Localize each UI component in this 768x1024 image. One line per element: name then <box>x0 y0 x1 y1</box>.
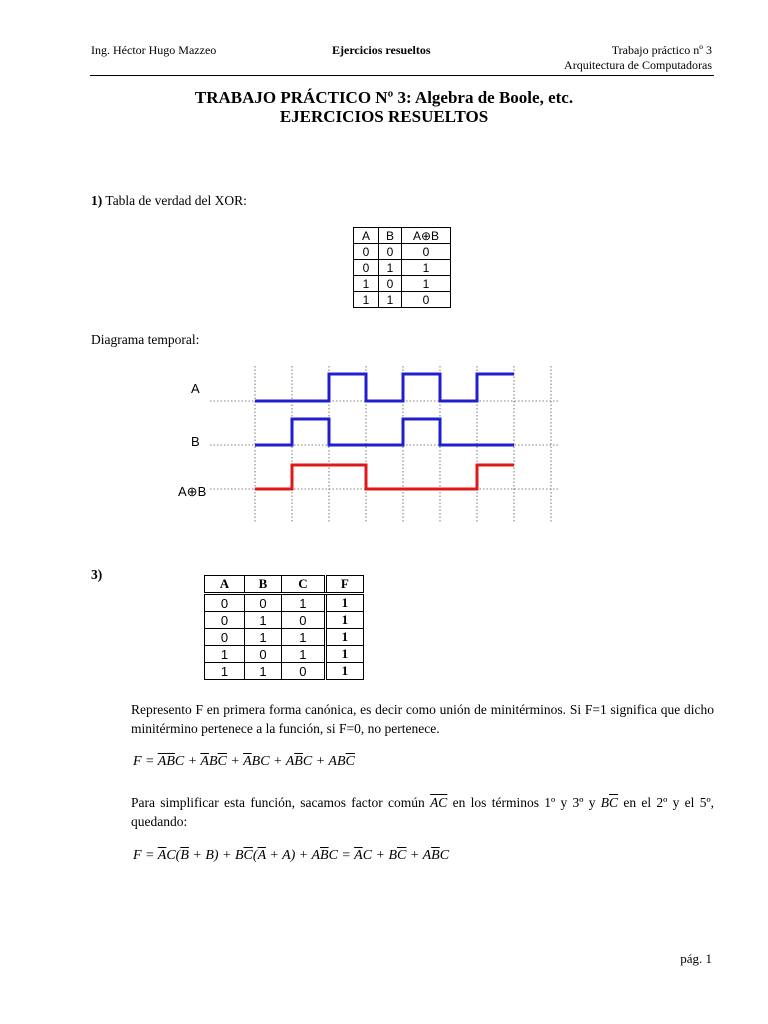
page-number: pág. 1 <box>680 951 712 966</box>
equation-canonical: $F = \overline{A}\overline{B}C + \overline{A}B\overline{C} + \overline{A}BC + A\overline{B}C + AB\overline{C}$ <box>133 754 355 769</box>
ex3-header-a: A <box>205 576 245 594</box>
table-row: 0 1 0 1 <box>205 612 364 629</box>
ex3-header-b: B <box>244 576 281 594</box>
term-not-a-c: $\overline{AC}$ <box>430 795 448 810</box>
equation-simplified: $F = \overline{A}C(\overline{B} + B) + B\overline{C}(\overline{A} + A) + A\overline{B}C = \overline{A}C + B\overline{C} + A\overline{B}C$ <box>133 848 450 863</box>
ex3-paragraph-2: Para simplificar esta función, sacamos factor común $\overline{AC}$ en los términos 1º y 3º y $B\overline{C}$ en el 2º y el 5º, quedando: <box>131 795 715 829</box>
ex1-number: 1) <box>91 193 103 208</box>
waveform-a <box>255 374 514 401</box>
ex3-number: 3) <box>91 567 103 582</box>
table-row: 0 1 1 1 <box>205 629 364 646</box>
header-right-1: Trabajo práctico nº 3 <box>611 43 712 57</box>
table-row: 1 1 0 1 <box>205 663 364 680</box>
xor-truth-table <box>353 227 451 308</box>
header-author: Ing. Héctor Hugo Mazzeo <box>91 43 217 57</box>
xor-header-out: A⊕B <box>402 228 451 244</box>
xor-header-b: B <box>379 228 402 244</box>
timing-diagram <box>160 360 580 530</box>
ex3-header-f: F <box>325 576 363 594</box>
page-subtitle: EJERCICIOS RESUELTOS <box>279 107 489 126</box>
ex3-paragraph-1: Represento F en primera forma canónica, es decir como unión de minitérminos. Si F=1 significa que dicho minitérmino pertenece a la función, si F=0, no pertenece. <box>131 702 714 736</box>
signal-label-a: A <box>191 381 200 396</box>
ex3-header-c: C <box>282 576 326 594</box>
header-right-2: Arquitectura de Computadoras <box>564 58 712 72</box>
page-title: TRABAJO PRÁCTICO Nº 3: Algebra de Boole, etc. <box>194 88 574 107</box>
waveform-xor <box>255 465 514 489</box>
waveform-b <box>255 419 514 445</box>
signal-label-b: B <box>191 434 200 449</box>
table-row: 1 0 1 1 <box>205 646 364 663</box>
xor-header-a: A <box>354 228 379 244</box>
table-row: 0 0 0 <box>354 244 451 260</box>
ex1-text: Tabla de verdad del XOR: <box>105 193 247 208</box>
header-rule <box>90 75 714 76</box>
table-row: 0 0 1 1 <box>205 594 364 612</box>
table-row: 0 1 1 <box>354 260 451 276</box>
table-row: 1 1 0 <box>354 292 451 308</box>
ex3-truth-table <box>204 575 364 680</box>
table-row: 1 0 1 <box>354 276 451 292</box>
term-b-not-c: $B\overline{C}$ <box>600 795 619 810</box>
header-center: Ejercicios resueltos <box>332 43 431 57</box>
signal-label-xor: A⊕B <box>178 484 207 499</box>
ex1-heading <box>91 193 247 209</box>
diagram-label: Diagrama temporal: <box>91 332 200 347</box>
